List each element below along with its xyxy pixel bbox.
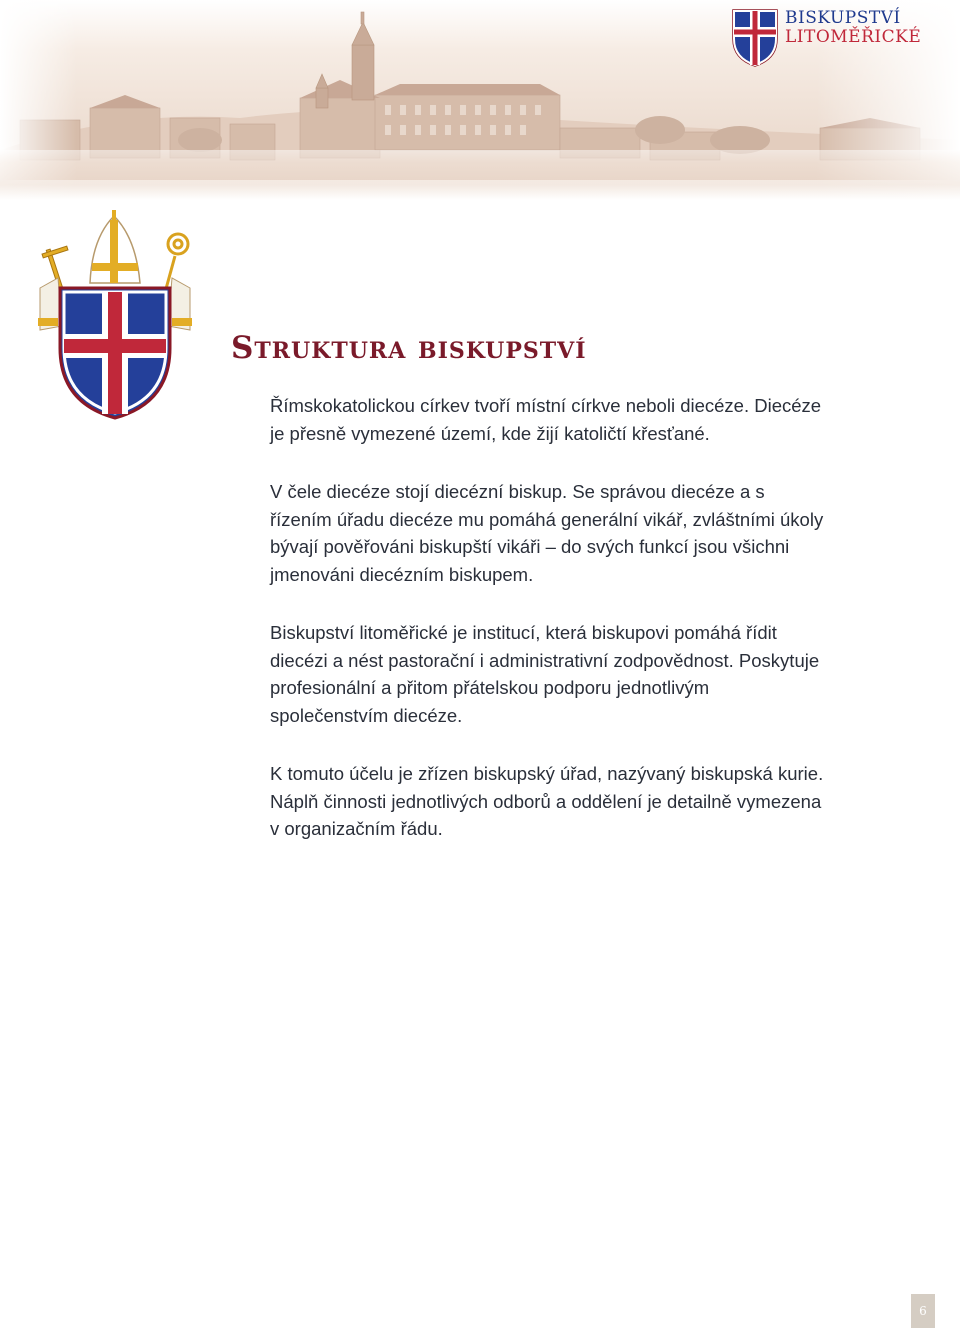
page-title: Struktura biskupství <box>231 330 587 366</box>
bishop-coat-of-arms-icon <box>30 208 200 424</box>
body-text <box>270 392 830 874</box>
diocese-shield-icon <box>732 9 778 67</box>
brand-logo[interactable] <box>732 9 932 71</box>
brand-name <box>785 9 921 47</box>
paragraph: Římskokatolickou církev tvoří místní církve neboli diecéze. Diecéze je přesně vymezené území, kde žijí katoličtí křesťané. <box>270 395 822 444</box>
brand-line-2: LITOMĚŘICKÉ <box>785 27 922 47</box>
page-number: 6 <box>911 1294 935 1328</box>
paragraph: K tomuto účelu je zřízen biskupský úřad, nazývaný biskupská kurie. Náplň činnosti jednotlivých odborů a oddělení je detailně vymezena v organizačním řádu. <box>270 763 824 839</box>
brand-line-1: BISKUPSTVÍ <box>785 8 901 28</box>
paragraph: V čele diecéze stojí diecézní biskup. Se správou diecéze a s řízením úřadu diecéze mu pomáhá generální vikář, zvláštními úkoly bývají pověřováni biskupští vikáři – do svých funkcí jsou všichni jmenováni diecézním biskupem. <box>270 481 824 585</box>
paragraph: Biskupství litoměřické je institucí, která biskupovi pomáhá řídit diecézi a nést pastorační i administrativní zodpovědnost. Poskytuje profesionální a přitom přátelskou podporu jednotlivým společenstvím diecéze. <box>270 622 820 726</box>
